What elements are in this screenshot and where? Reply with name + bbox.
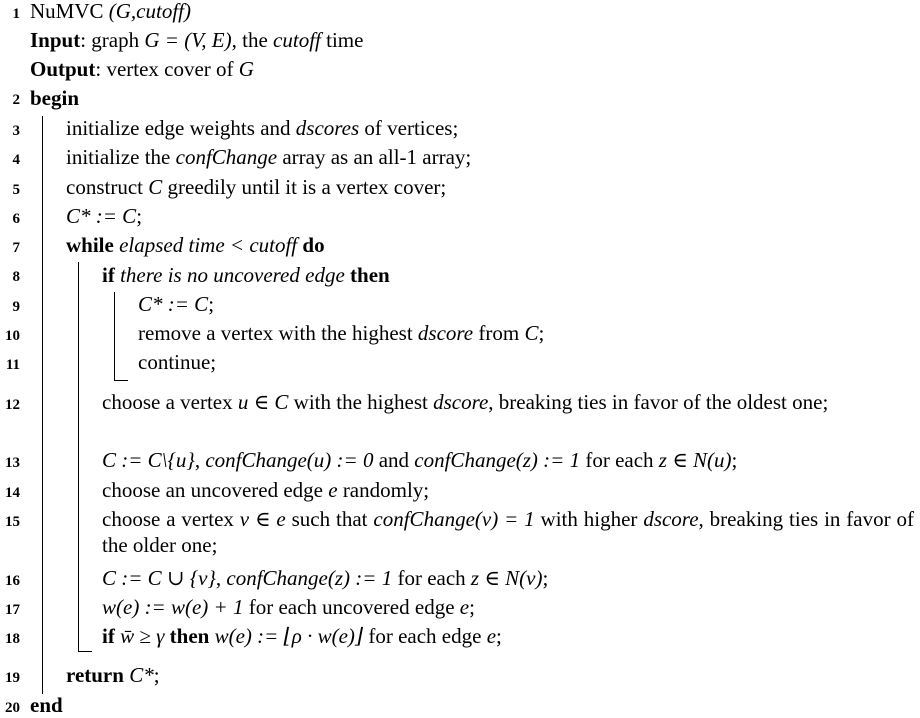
algorithm-header	[30, 0, 191, 24]
then-keyword-2: then	[169, 624, 210, 648]
line-10	[138, 320, 544, 346]
line-number-12: 12	[5, 397, 20, 413]
line-number-14: 14	[5, 485, 20, 501]
line-4-text-a: initialize the	[66, 145, 176, 169]
line-16-text-b: ,	[215, 566, 227, 590]
while-block-bar	[78, 262, 79, 651]
return-keyword: return	[66, 663, 124, 687]
line-14	[102, 477, 429, 503]
line-number-5: 5	[12, 182, 20, 198]
line-15-math: v ∈ e	[239, 507, 286, 531]
line-4-text-b: array as an all-1 array;	[277, 145, 472, 169]
line-3-math: dscores	[295, 116, 360, 140]
line-14-text-b: randomly;	[337, 478, 430, 502]
line-17-text-b: for each uncovered edge	[243, 595, 460, 619]
line-16-math: C := C ∪ {v}	[102, 566, 216, 590]
line-4-math: confChange	[175, 145, 278, 169]
line-number-11: 11	[5, 357, 20, 373]
line-13-math-3: confChange(z) := 1	[414, 448, 581, 472]
line-16-text-c: for each	[392, 566, 471, 590]
line-18-text-c: ;	[496, 624, 502, 648]
output-label: Output	[30, 57, 96, 81]
line-18-text-b: for each edge	[363, 624, 487, 648]
line-19-text-b: ;	[153, 663, 160, 687]
algorithm-args: (G,cutoff)	[108, 0, 191, 23]
line-number-3: 3	[12, 123, 20, 139]
line-14-text-a: choose an uncovered edge	[102, 478, 329, 502]
line-16-math-2: confChange(z) := 1	[226, 566, 393, 590]
line-15-text-b: such that	[285, 507, 374, 531]
line-5-text-a: construct	[66, 175, 149, 199]
line-12-text-c: , breaking ties in favor of the oldest one;	[488, 390, 829, 414]
while-keyword: while	[66, 233, 114, 257]
line-number-8: 8	[12, 269, 20, 285]
input-text-c: time	[320, 28, 364, 52]
input-math: G = (V, E)	[144, 28, 232, 52]
line-6-math: C* := C	[66, 204, 137, 228]
line-10-text-c: ;	[538, 321, 545, 345]
line-18-math: w(e) := ⌊ρ · w(e)⌋	[209, 624, 364, 648]
line-9-text-b: ;	[208, 292, 215, 316]
line-11-text: continue;	[138, 350, 217, 374]
line-19-math: C*	[123, 663, 154, 687]
output-line	[30, 56, 254, 82]
line-13-math-4: z ∈ N(u)	[658, 448, 732, 472]
line-17-math: w(e) := w(e) + 1	[102, 595, 244, 619]
line-7	[66, 232, 325, 258]
do-keyword: do	[302, 233, 325, 257]
line-17-math-2: e	[459, 595, 470, 619]
line-18-math-2: e	[486, 624, 497, 648]
input-cutoff: cutoff	[273, 28, 321, 52]
line-10-math-2: C	[524, 321, 539, 345]
line-number-16: 16	[5, 573, 20, 589]
line-13-text-d: for each	[580, 448, 659, 472]
line-17-text-c: ;	[469, 595, 475, 619]
if-keyword: if	[102, 263, 115, 287]
while-block-end-hook	[78, 651, 92, 652]
line-13-text-e: ;	[731, 448, 738, 472]
line-number-1: 1	[12, 6, 20, 22]
output-math: G	[238, 57, 254, 81]
if-block-end-hook	[114, 380, 128, 381]
input-line	[30, 27, 363, 53]
line-number-13: 13	[5, 455, 20, 471]
line-15-math-2: confChange(v) = 1	[373, 507, 535, 531]
line-13-text-b: ,	[194, 448, 206, 472]
line-13-math-2: confChange(u) := 0	[205, 448, 374, 472]
line-5-text-b: greedily until it is a vertex cover;	[162, 175, 447, 199]
line-6-text-b: ;	[136, 204, 143, 228]
algorithm-name: NuMVC	[30, 0, 104, 23]
line-3-text-a: initialize edge weights and	[66, 116, 296, 140]
end-keyword: end	[30, 693, 63, 717]
line-5	[66, 174, 446, 200]
input-text-b: , the	[231, 28, 274, 52]
begin-block-bar	[42, 116, 43, 694]
line-9	[138, 291, 214, 317]
line-11	[138, 349, 216, 375]
line-12-text-b: with the highest	[288, 390, 434, 414]
line-number-20: 20	[5, 700, 20, 716]
line-3-text-b: of vertices;	[359, 116, 459, 140]
line-number-2: 2	[12, 92, 20, 108]
then-keyword: then	[350, 263, 390, 287]
line-number-10: 10	[5, 328, 20, 344]
line-18	[102, 623, 502, 649]
line-9-math: C* := C	[138, 292, 209, 316]
line-15-text-a: choose a vertex	[102, 507, 240, 531]
line-number-4: 4	[12, 152, 20, 168]
line-13	[102, 447, 737, 473]
if-keyword-2: if	[102, 624, 115, 648]
line-12-math-2: dscore	[433, 390, 489, 414]
line-12	[102, 389, 914, 415]
while-condition: elapsed time < cutoff	[113, 233, 303, 257]
if-condition: there is no uncovered edge	[114, 263, 351, 287]
line-number-7: 7	[12, 240, 20, 256]
line-6	[66, 203, 142, 229]
line-15-text-d: , breaking ties in favor of the older one;	[102, 507, 914, 557]
line-15	[102, 506, 914, 558]
line-13-math: C := C\{u}	[102, 448, 195, 472]
line-12-text-a: choose a vertex	[102, 390, 238, 414]
line-10-text-a: remove a vertex with the highest	[138, 321, 418, 345]
line-13-text-c: and	[373, 448, 415, 472]
input-text-a: : graph	[80, 28, 145, 52]
line-15-text-c: with higher	[534, 507, 644, 531]
line-16-math-3: z ∈ N(v)	[470, 566, 543, 590]
line-19	[66, 662, 160, 688]
line-number-17: 17	[5, 602, 20, 618]
line-5-math: C	[148, 175, 163, 199]
line-4	[66, 144, 471, 170]
line-10-math: dscore	[417, 321, 474, 345]
line-16	[102, 565, 548, 591]
line-number-9: 9	[12, 299, 20, 315]
begin-keyword: begin	[30, 86, 80, 110]
line-3	[66, 115, 458, 141]
line-number-15: 15	[5, 514, 20, 530]
line-14-math: e	[328, 478, 338, 502]
line-12-math: u ∈ C	[237, 390, 289, 414]
line-8	[102, 262, 390, 288]
if-block-bar	[114, 292, 115, 380]
if-condition-2: w̄ ≥ γ	[114, 624, 170, 648]
line-17	[102, 594, 475, 620]
line-number-6: 6	[12, 211, 20, 227]
line-15-math-3: dscore	[643, 507, 699, 531]
line-number-19: 19	[5, 670, 20, 686]
line-10-text-b: from	[473, 321, 525, 345]
line-16-text-d: ;	[542, 566, 549, 590]
input-label: Input	[30, 28, 81, 52]
line-number-18: 18	[5, 631, 20, 647]
output-text-a: : vertex cover of	[95, 57, 239, 81]
